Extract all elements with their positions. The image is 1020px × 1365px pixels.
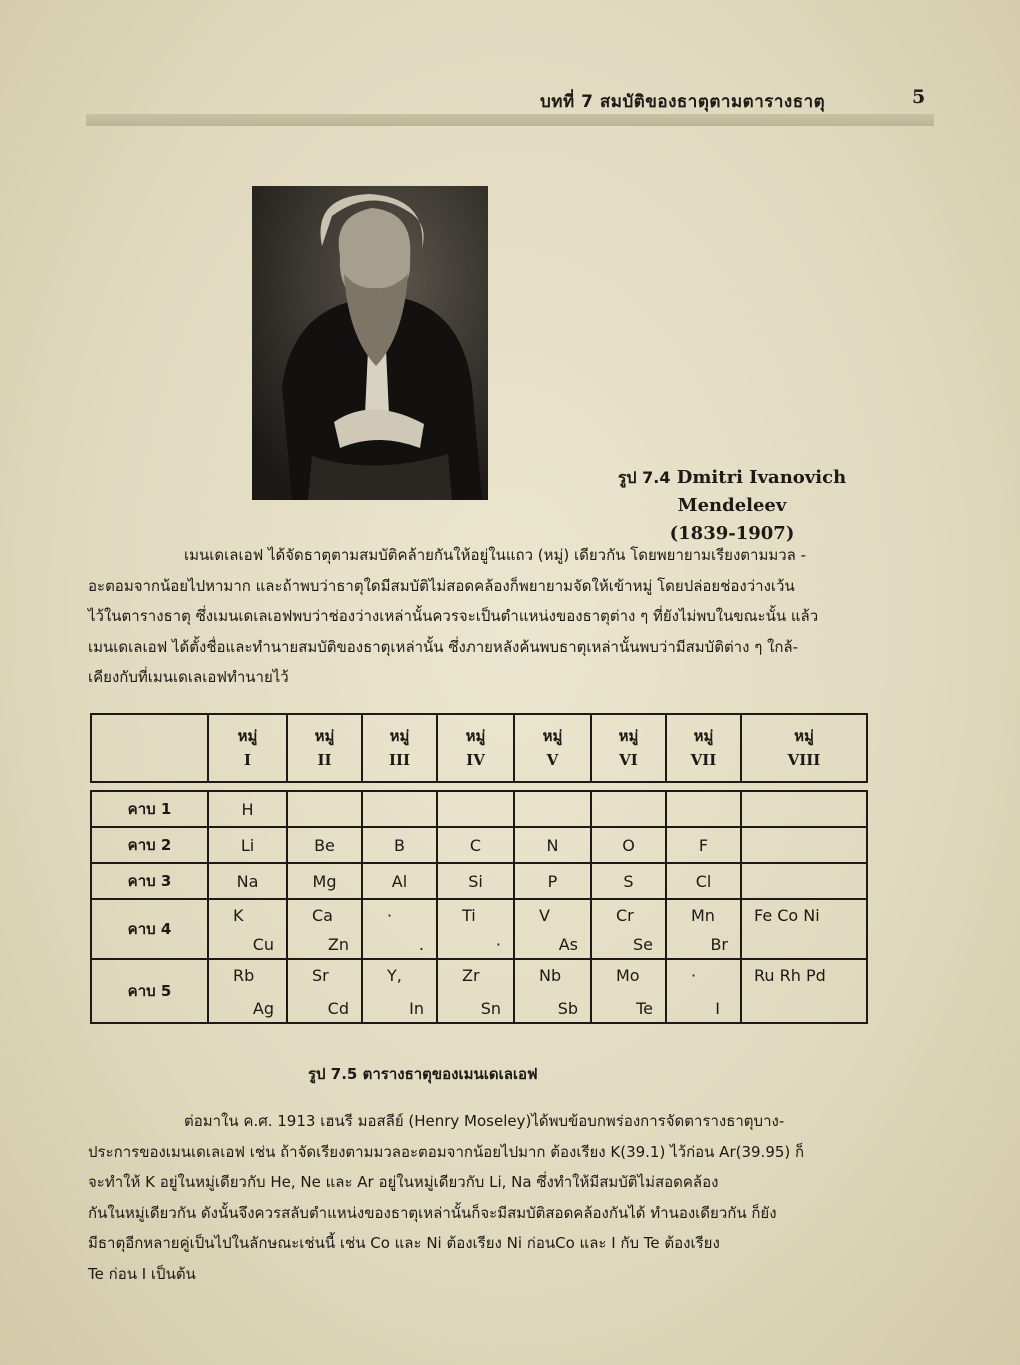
element-symbol: Mo — [616, 966, 640, 985]
element-symbol: Zn — [327, 935, 349, 954]
empty-cell — [287, 791, 362, 827]
paragraph-line: ประการของเมนเดเลเอฟ เช่น ถ้าจัดเรียงตามมวลอะตอมจากน้อยไปมาก ต้องเรียง K(39.1) ไว้ก่อน Ar(39.95) ก็ — [88, 1142, 805, 1161]
element-symbol: Ag — [252, 999, 274, 1018]
element-symbol: K — [233, 906, 244, 925]
group-header-8 — [741, 714, 867, 782]
element-symbol: Se — [633, 935, 653, 954]
element-symbol: · — [691, 966, 697, 985]
figure-7-4-name: Dmitri Ivanovich Mendeleev — [676, 467, 847, 516]
element-cell — [208, 959, 287, 1023]
element-cell — [514, 959, 591, 1023]
paragraph-line: กันในหมู่เดียวกัน ดังนั้นจึงควรสลับตำแหน่งของธาตุเหล่านั้นก็จะมีสมบัติสอดคล้องกันได้ ทำนองเดียวกัน ก็ยัง — [88, 1203, 777, 1222]
group-header-4 — [437, 714, 514, 782]
empty-cell — [591, 791, 666, 827]
paragraph-line: ต่อมาใน ค.ศ. 1913 เฮนรี มอสลีย์ (Henry Moseley)ได้พบข้อบกพร่องการจัดตารางธาตุบาง- — [184, 1112, 785, 1130]
element-cell — [741, 959, 867, 1023]
header-rule — [86, 114, 934, 126]
element-cell — [208, 899, 287, 959]
element-symbol: Mn — [691, 906, 715, 925]
element-symbol: Fe Co Ni — [754, 906, 820, 925]
mendeleev-portrait — [252, 186, 488, 500]
group-header-1 — [208, 714, 287, 782]
group-numeral: III — [388, 751, 411, 769]
empty-cell — [741, 863, 867, 899]
group-word: หมู่ — [314, 727, 335, 745]
element-symbol: Br — [710, 935, 728, 954]
table-row-period-3 — [91, 863, 867, 899]
period-label: คาบ 2 — [91, 827, 208, 863]
table-row-period-2 — [91, 827, 867, 863]
header-corner-cell — [91, 714, 208, 782]
paragraph-line: เคียงกับที่เมนเดเลเอฟทำนายไว้ — [88, 668, 289, 686]
element-symbol: Cr — [616, 906, 634, 925]
element-symbol: I — [715, 999, 720, 1018]
element-cell — [362, 959, 437, 1023]
portrait-drawing — [252, 186, 488, 500]
element-symbol: Ru Rh Pd — [754, 966, 826, 985]
element-cell: Na — [208, 863, 287, 899]
group-word: หมู่ — [618, 727, 639, 745]
group-header-6 — [591, 714, 666, 782]
element-cell: Be — [287, 827, 362, 863]
paragraph-moseley — [88, 1106, 930, 1289]
element-symbol: In — [409, 999, 424, 1018]
group-word: หมู่ — [389, 727, 410, 745]
element-cell: F — [666, 827, 741, 863]
element-symbol: Sn — [480, 999, 501, 1018]
element-symbol: . — [418, 935, 424, 954]
element-symbol: Zr — [462, 966, 480, 985]
element-symbol: Sr — [312, 966, 329, 985]
group-numeral: I — [243, 751, 252, 769]
element-cell — [591, 959, 666, 1023]
element-cell: N — [514, 827, 591, 863]
element-symbol: Cd — [327, 999, 349, 1018]
element-symbol: V — [539, 906, 550, 925]
element-symbol: Nb — [539, 966, 562, 985]
group-numeral: V — [546, 751, 559, 769]
empty-cell — [741, 791, 867, 827]
periodic-table-header — [90, 713, 868, 783]
figure-7-5-caption: รูป 7.5 ตารางธาตุของเมนเดเลเอฟ — [308, 1065, 538, 1083]
group-word: หมู่ — [693, 727, 714, 745]
element-cell: S — [591, 863, 666, 899]
period-label: คาบ 4 — [91, 899, 208, 959]
group-word: หมู่ — [794, 727, 814, 745]
table-row-period-1 — [91, 791, 867, 827]
element-symbol: Sb — [557, 999, 578, 1018]
group-word: หมู่ — [465, 727, 486, 745]
group-numeral: VII — [690, 751, 717, 769]
element-cell — [666, 899, 741, 959]
paragraph-line: อะตอมจากน้อยไปหามาก และถ้าพบว่าธาตุใดมีสมบัติไม่สอดคล้องก็พยายามจัดให้เข้าหมู่ โดยปล่อยช่องว่างเว้น — [88, 576, 795, 595]
element-cell — [741, 899, 867, 959]
table-row-period-5 — [91, 959, 867, 1023]
group-header-2 — [287, 714, 362, 782]
empty-cell — [666, 791, 741, 827]
element-cell: H — [208, 791, 287, 827]
element-cell — [437, 899, 514, 959]
element-cell — [437, 959, 514, 1023]
group-numeral: II — [317, 751, 332, 769]
element-symbol: As — [558, 935, 578, 954]
group-header-3 — [362, 714, 437, 782]
paragraph-line: จะทำให้ K อยู่ในหมู่เดียวกับ He, Ne และ Ar อยู่ในหมู่เดียวกับ Li, Na ซึ่งทำให้มีสมบัติไม่สอดคล้อง — [88, 1173, 719, 1191]
periodic-table-body — [90, 790, 868, 1024]
figure-7-4-caption — [562, 464, 902, 548]
group-word: หมู่ — [542, 727, 563, 745]
paragraph-mendeleev — [88, 540, 930, 693]
element-cell: Si — [437, 863, 514, 899]
paragraph-line: ไว้ในตารางธาตุ ซึ่งเมนเดเลเอฟพบว่าช่องว่างเหล่านั้นควรจะเป็นตำแหน่งของธาตุต่าง ๆ ที่ยังไม่พบในขณะนั้น แล้ว — [88, 607, 819, 625]
table-row-period-4 — [91, 899, 867, 959]
paragraph-line: มีธาตุอีกหลายคู่เป็นไปในลักษณะเช่นนี้ เช่น Co และ Ni ต้องเรียง Ni ก่อนCo และ I กับ Te ต้องเรียง — [88, 1234, 720, 1252]
group-numeral: VIII — [787, 751, 821, 769]
page-number: 5 — [912, 86, 926, 108]
group-numeral: VI — [619, 751, 638, 769]
element-cell: P — [514, 863, 591, 899]
element-cell: Cl — [666, 863, 741, 899]
group-word: หมู่ — [237, 727, 258, 745]
element-cell: O — [591, 827, 666, 863]
element-cell — [514, 899, 591, 959]
element-cell — [287, 899, 362, 959]
element-cell: Li — [208, 827, 287, 863]
empty-cell — [437, 791, 514, 827]
paragraph-line: เมนเดเลเอฟ ได้จัดธาตุตามสมบัติคล้ายกันให้อยู่ในแถว (หมู่) เดียวกัน โดยพยายามเรียงตามมวล - — [184, 546, 807, 564]
element-cell: Al — [362, 863, 437, 899]
element-symbol: Rb — [233, 966, 255, 985]
element-symbol: Ca — [312, 906, 333, 925]
figure-7-4-years: (1839-1907) — [669, 523, 795, 544]
element-cell — [287, 959, 362, 1023]
group-header-5 — [514, 714, 591, 782]
element-symbol: Ti — [462, 906, 476, 925]
empty-cell — [514, 791, 591, 827]
empty-cell — [741, 827, 867, 863]
group-numeral: IV — [466, 751, 485, 769]
empty-cell — [362, 791, 437, 827]
element-cell — [362, 899, 437, 959]
group-header-7 — [666, 714, 741, 782]
element-symbol: · — [495, 935, 501, 954]
paragraph-line: เมนเดเลเอฟ ได้ตั้งชื่อและทำนายสมบัติของธาตุเหล่านั้น ซึ่งภายหลังค้นพบธาตุเหล่านั้นพบว่ามีสมบัติต่าง ๆ ใกล้- — [88, 637, 799, 656]
paragraph-line: Te ก่อน I เป็นต้น — [88, 1264, 196, 1283]
element-cell: C — [437, 827, 514, 863]
element-symbol: Te — [636, 999, 653, 1018]
period-label: คาบ 3 — [91, 863, 208, 899]
element-cell: B — [362, 827, 437, 863]
element-cell — [591, 899, 666, 959]
element-cell: Mg — [287, 863, 362, 899]
period-label: คาบ 5 — [91, 959, 208, 1023]
chapter-header: บทที่ 7 สมบัติของธาตุตามตารางธาตุ — [540, 92, 826, 112]
element-symbol: Y, — [387, 966, 402, 985]
element-cell — [666, 959, 741, 1023]
period-label: คาบ 1 — [91, 791, 208, 827]
element-symbol: · — [387, 906, 393, 925]
figure-7-4-label: รูป 7.4 — [617, 468, 671, 487]
element-symbol: Cu — [252, 935, 274, 954]
